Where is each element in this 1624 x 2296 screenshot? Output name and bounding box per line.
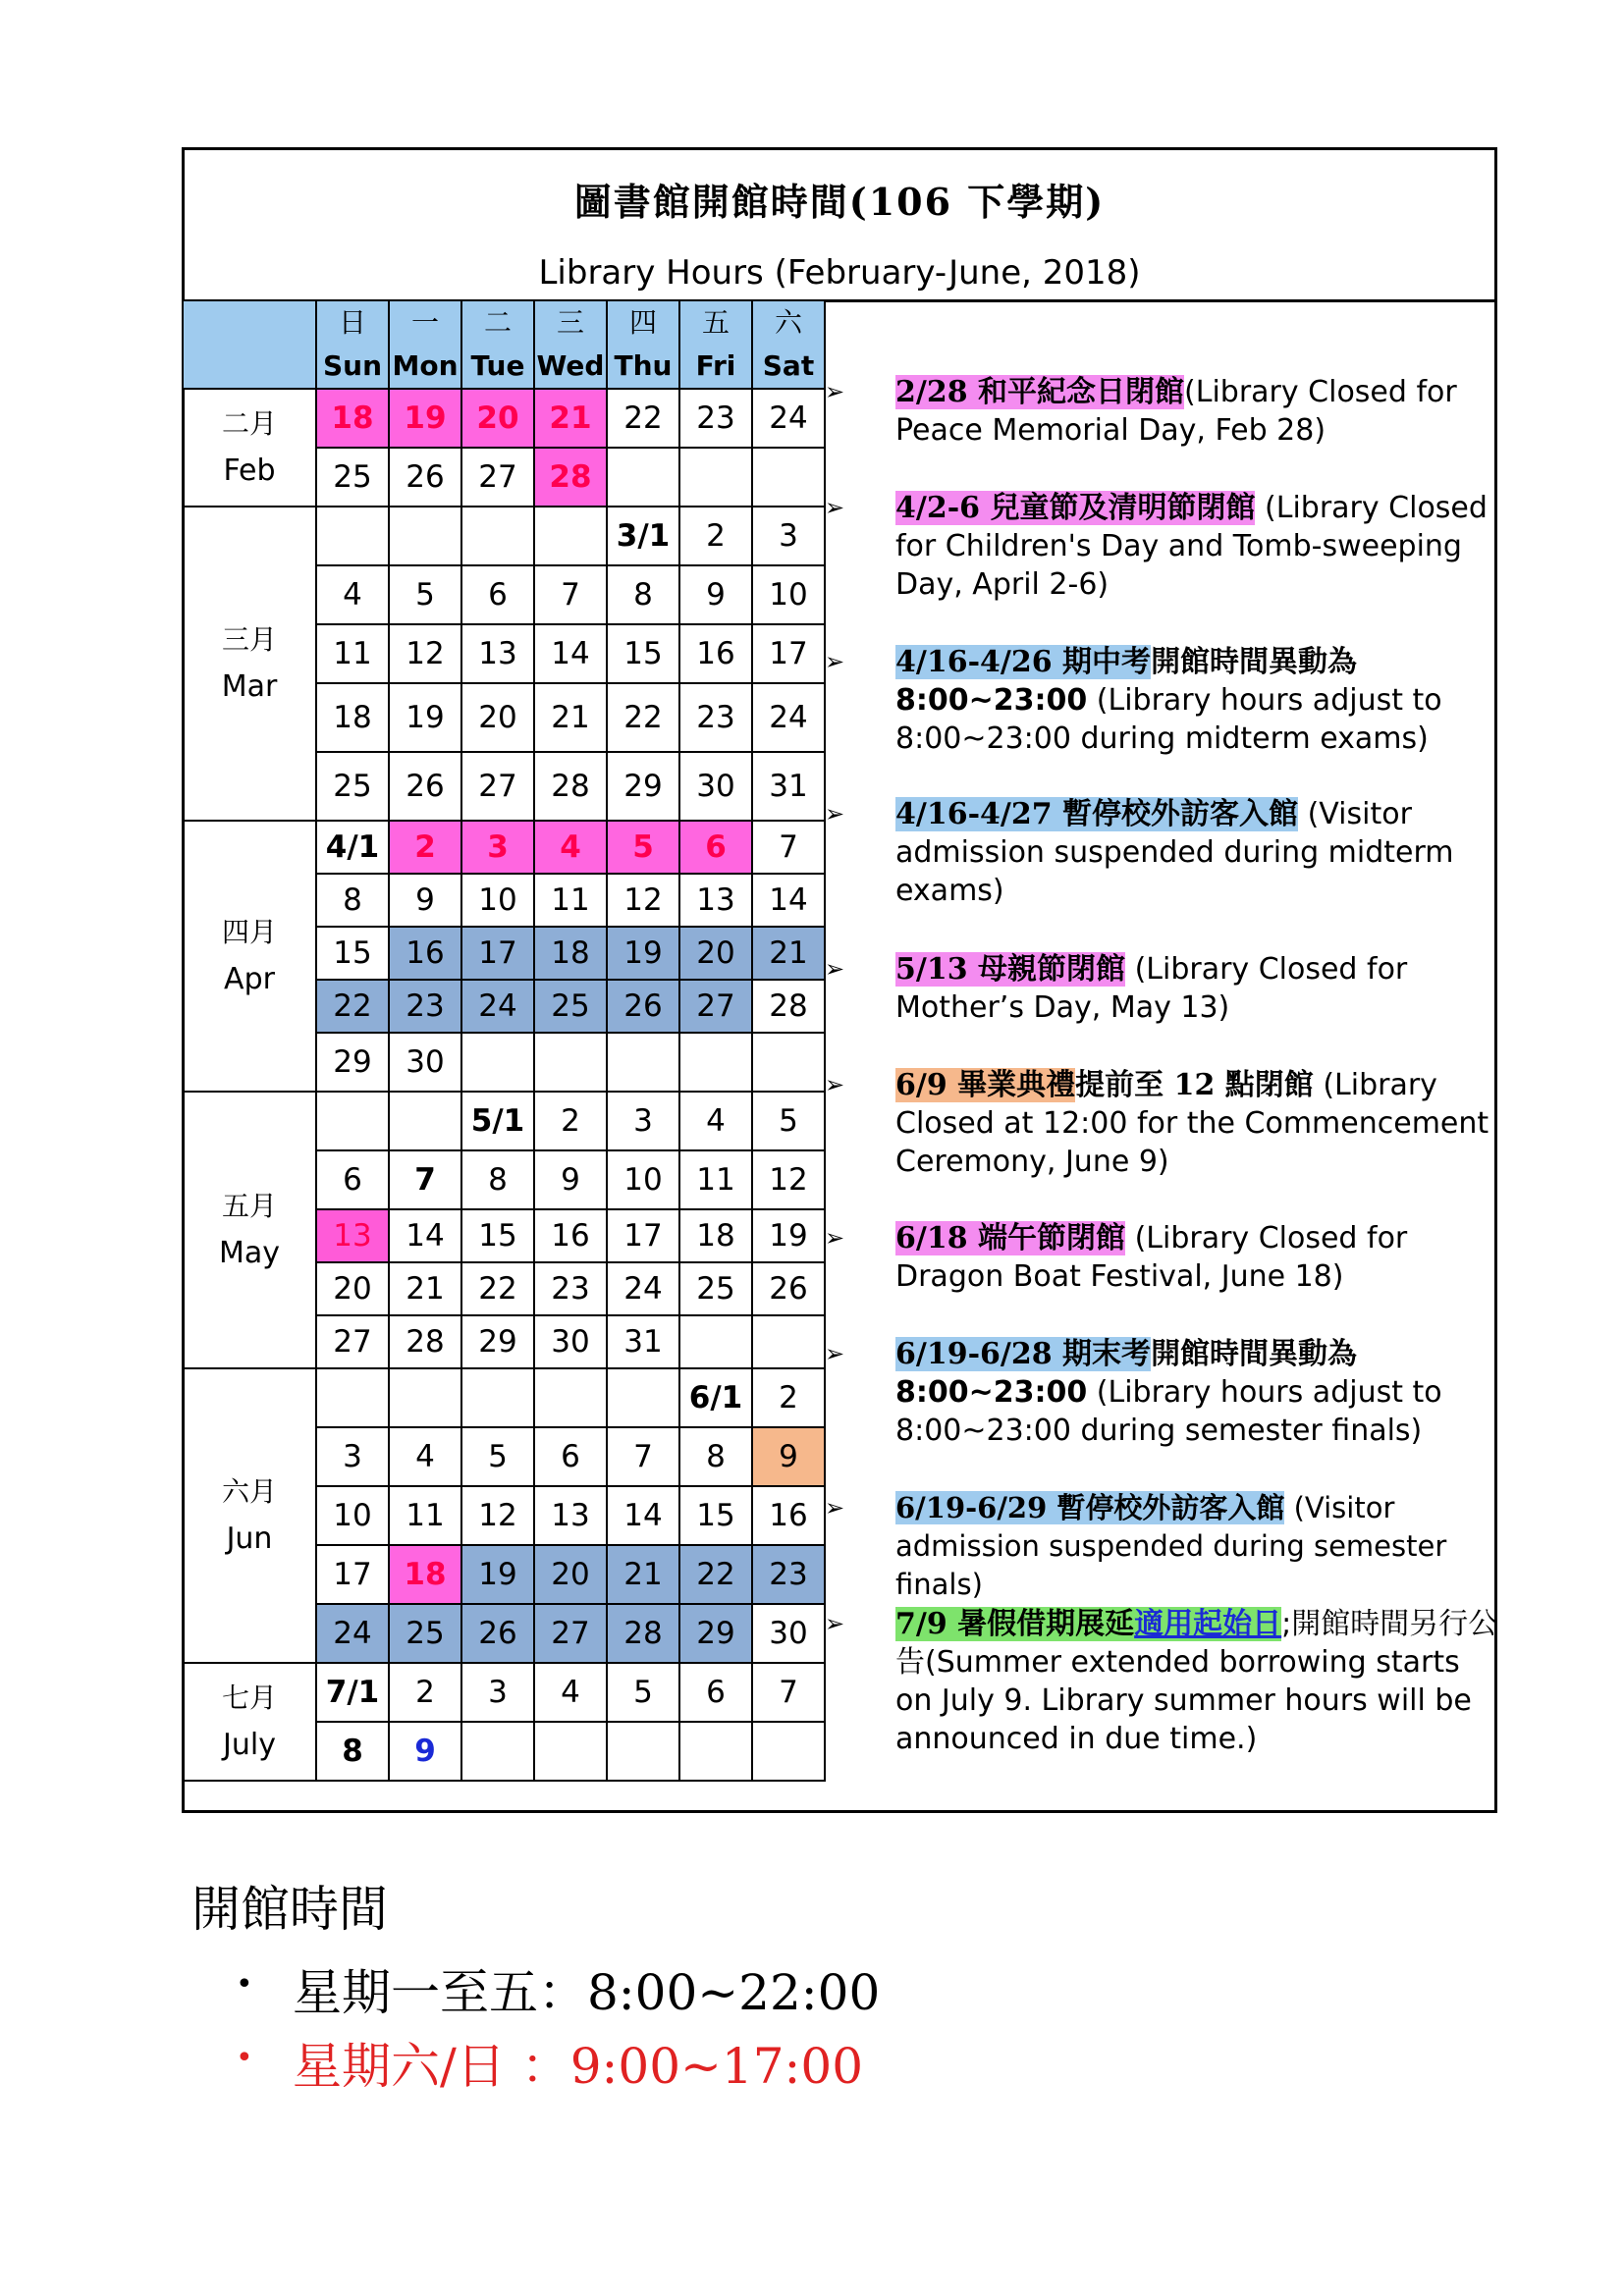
day-cell: 5 — [607, 821, 679, 874]
day-cell — [461, 1722, 534, 1781]
note-highlight-secondary: 開館時間異動為 — [1151, 645, 1358, 679]
day-cell: 11 — [534, 874, 607, 927]
day-cell: 14 — [534, 624, 607, 683]
day-cell: 4 — [679, 1092, 752, 1150]
day-cell: 22 — [316, 980, 389, 1033]
day-cell: 20 — [316, 1262, 389, 1315]
day-cell: 10 — [752, 565, 825, 624]
weekday-sun: 日 Sun — [316, 300, 389, 389]
day-cell: 21 — [534, 389, 607, 448]
day-cell: 11 — [679, 1150, 752, 1209]
weekday-tue: 二 Tue — [461, 300, 534, 389]
note-highlight: 2/28 和平紀念日閉館 — [895, 375, 1185, 409]
note-highlight: 6/18 端午節閉館 — [895, 1221, 1126, 1255]
day-cell: 21 — [752, 927, 825, 980]
day-cell: 27 — [316, 1315, 389, 1368]
day-cell: 26 — [607, 980, 679, 1033]
day-cell: 7 — [389, 1150, 461, 1209]
note-highlight-secondary: 開館時間異動為 — [1151, 1337, 1358, 1371]
day-cell — [534, 1722, 607, 1781]
day-cell: 18 — [389, 1545, 461, 1604]
day-cell — [607, 1722, 679, 1781]
day-cell: 12 — [389, 624, 461, 683]
day-cell — [679, 1315, 752, 1368]
day-cell: 26 — [461, 1604, 534, 1663]
month-label-jul: 七月 July — [183, 1663, 316, 1781]
day-cell: 11 — [316, 624, 389, 683]
day-cell: 24 — [752, 389, 825, 448]
day-cell: 18 — [316, 683, 389, 752]
hours-weekday-text: 星期一至五：8:00~22:00 — [293, 1964, 881, 2021]
day-cell: 23 — [679, 683, 752, 752]
day-cell: 17 — [752, 624, 825, 683]
day-cell: 8 — [461, 1150, 534, 1209]
day-cell — [461, 1368, 534, 1427]
day-cell: 2 — [389, 1663, 461, 1722]
week-row — [183, 507, 825, 565]
day-cell — [752, 1033, 825, 1092]
day-cell: 27 — [534, 1604, 607, 1663]
day-cell: 25 — [679, 1262, 752, 1315]
day-cell: 12 — [607, 874, 679, 927]
note-highlight: 6/19-6/28 期末考 — [895, 1337, 1152, 1371]
day-cell: 9 — [752, 1427, 825, 1486]
arrow-bullet-icon: ➢ — [825, 955, 845, 983]
day-cell: 6 — [679, 1663, 752, 1722]
day-cell: 20 — [679, 927, 752, 980]
day-cell: 20 — [534, 1545, 607, 1604]
day-cell: 23 — [752, 1545, 825, 1604]
note-text: (Library hours adjust to 8:00~23:00 during semester finals) — [895, 1375, 1442, 1448]
day-cell: 21 — [607, 1545, 679, 1604]
day-cell: 8 — [679, 1427, 752, 1486]
day-cell — [752, 1315, 825, 1368]
day-cell: 4 — [534, 821, 607, 874]
note-highlight: 5/13 母親節閉館 — [895, 952, 1126, 987]
day-cell: 13 — [461, 624, 534, 683]
note-hours: 8:00~23:00 — [895, 1375, 1088, 1410]
day-cell — [389, 1368, 461, 1427]
day-cell: 29 — [607, 752, 679, 821]
day-cell: 5/1 — [461, 1092, 534, 1150]
day-cell: 19 — [389, 683, 461, 752]
day-cell: 26 — [389, 752, 461, 821]
note-highlight: 4/2-6 兒童節及清明節閉館 — [895, 491, 1256, 525]
day-cell: 13 — [679, 874, 752, 927]
day-cell: 3 — [752, 507, 825, 565]
note-text: (Library Closed for Dragon Boat Festival, June 18) — [895, 1221, 1408, 1294]
day-cell: 18 — [534, 927, 607, 980]
note-link[interactable]: 適用起始日 — [1134, 1607, 1282, 1641]
note-highlight: 7/9 暑假借期展延適用起始日 — [895, 1607, 1282, 1641]
week-row — [183, 821, 825, 874]
day-cell: 2 — [679, 507, 752, 565]
day-cell: 2 — [389, 821, 461, 874]
day-cell: 16 — [679, 624, 752, 683]
week-row — [183, 1368, 825, 1427]
day-cell: 5 — [607, 1663, 679, 1722]
day-cell: 24 — [316, 1604, 389, 1663]
bullet-icon: • — [236, 1967, 253, 2002]
day-cell: 7 — [752, 1663, 825, 1722]
day-cell: 6/1 — [679, 1368, 752, 1427]
month-label-jun: 六月 Jun — [183, 1368, 316, 1663]
arrow-bullet-icon: ➢ — [825, 378, 845, 405]
day-cell: 15 — [607, 624, 679, 683]
day-cell — [461, 1033, 534, 1092]
weekday-wed: 三 Wed — [534, 300, 607, 389]
day-cell: 10 — [461, 874, 534, 927]
day-cell: 20 — [461, 683, 534, 752]
day-cell: 15 — [461, 1209, 534, 1262]
day-cell: 22 — [679, 1545, 752, 1604]
week-row — [183, 1092, 825, 1150]
day-cell: 24 — [461, 980, 534, 1033]
day-cell: 25 — [389, 1604, 461, 1663]
day-cell: 31 — [752, 752, 825, 821]
day-cell: 28 — [752, 980, 825, 1033]
day-cell: 22 — [461, 1262, 534, 1315]
day-cell: 2 — [534, 1092, 607, 1150]
day-cell: 12 — [752, 1150, 825, 1209]
month-label-apr: 四月 Apr — [183, 821, 316, 1092]
day-cell: 3/1 — [607, 507, 679, 565]
day-cell — [534, 1368, 607, 1427]
day-cell: 24 — [607, 1262, 679, 1315]
note-text: ;開館時間另行公告(Summer extended borrowing starts on July 9. Library summer hours will be announced in due time.) — [895, 1607, 1498, 1756]
day-cell: 26 — [389, 448, 461, 507]
day-cell: 16 — [389, 927, 461, 980]
day-cell: 11 — [389, 1486, 461, 1545]
note-highlight: 6/9 畢業典禮 — [895, 1068, 1076, 1102]
day-cell: 21 — [389, 1262, 461, 1315]
day-cell: 19 — [607, 927, 679, 980]
day-cell — [461, 507, 534, 565]
weekday-thu: 四 Thu — [607, 300, 679, 389]
hours-title: 開館時間 — [191, 1881, 388, 1938]
day-cell: 19 — [461, 1545, 534, 1604]
day-cell: 28 — [534, 752, 607, 821]
day-cell: 25 — [316, 448, 389, 507]
arrow-bullet-icon: ➢ — [825, 1224, 845, 1252]
day-cell: 13 — [316, 1209, 389, 1262]
day-cell: 3 — [316, 1427, 389, 1486]
day-cell — [607, 1033, 679, 1092]
day-cell: 3 — [461, 1663, 534, 1722]
day-cell: 23 — [389, 980, 461, 1033]
day-cell: 28 — [389, 1315, 461, 1368]
day-cell: 28 — [534, 448, 607, 507]
day-cell: 8 — [316, 1722, 389, 1781]
day-cell: 19 — [752, 1209, 825, 1262]
day-cell: 24 — [752, 683, 825, 752]
day-cell: 3 — [607, 1092, 679, 1150]
day-cell: 30 — [679, 752, 752, 821]
day-cell — [316, 507, 389, 565]
day-cell: 21 — [534, 683, 607, 752]
day-cell: 9 — [679, 565, 752, 624]
day-cell: 30 — [534, 1315, 607, 1368]
day-cell: 5 — [461, 1427, 534, 1486]
arrow-bullet-icon: ➢ — [825, 1071, 845, 1098]
weekday-fri: 五 Fri — [679, 300, 752, 389]
day-cell: 2 — [752, 1368, 825, 1427]
arrow-bullet-icon: ➢ — [825, 800, 845, 828]
day-cell — [752, 1722, 825, 1781]
day-cell: 18 — [679, 1209, 752, 1262]
day-cell — [607, 448, 679, 507]
day-cell: 27 — [461, 448, 534, 507]
day-cell: 18 — [316, 389, 389, 448]
day-cell: 4 — [389, 1427, 461, 1486]
day-cell: 26 — [752, 1262, 825, 1315]
arrow-bullet-icon: ➢ — [825, 1610, 845, 1637]
day-cell: 23 — [534, 1262, 607, 1315]
day-cell — [679, 1722, 752, 1781]
note-highlight-secondary: 提前至 12 點閉館 — [1075, 1068, 1314, 1102]
note-text: (Library Closed for Children's Day and Tomb-sweeping Day, April 2-6) — [895, 491, 1488, 602]
day-cell: 16 — [752, 1486, 825, 1545]
day-cell: 22 — [607, 683, 679, 752]
day-cell: 23 — [679, 389, 752, 448]
month-label-feb: 二月 Feb — [183, 389, 316, 507]
day-cell: 25 — [534, 980, 607, 1033]
day-cell — [752, 448, 825, 507]
day-cell: 28 — [607, 1604, 679, 1663]
note-text: (Visitor admission suspended during midterm exams) — [895, 797, 1454, 908]
day-cell — [389, 1092, 461, 1150]
day-cell: 14 — [752, 874, 825, 927]
day-cell: 12 — [461, 1486, 534, 1545]
hours-weekend-text: 星期六/日 ：9:00~17:00 — [293, 2038, 864, 2095]
day-cell — [679, 448, 752, 507]
title-english: Library Hours (February-June, 2018) — [538, 253, 1141, 293]
day-cell: 17 — [316, 1545, 389, 1604]
day-cell: 6 — [316, 1150, 389, 1209]
day-cell: 4/1 — [316, 821, 389, 874]
arrow-bullet-icon: ➢ — [825, 494, 845, 521]
week-row — [183, 389, 825, 448]
day-cell: 9 — [389, 1722, 461, 1781]
note-hours: 8:00~23:00 — [895, 683, 1088, 718]
day-cell: 5 — [389, 565, 461, 624]
day-cell — [607, 1368, 679, 1427]
weekday-header-row — [183, 300, 825, 389]
day-cell: 29 — [679, 1604, 752, 1663]
day-cell: 7 — [534, 565, 607, 624]
day-cell: 14 — [607, 1486, 679, 1545]
day-cell: 30 — [389, 1033, 461, 1092]
day-cell — [534, 507, 607, 565]
arrow-bullet-icon: ➢ — [825, 648, 845, 675]
day-cell: 7 — [607, 1427, 679, 1486]
note-text: (Library Closed for Mother’s Day, May 13) — [895, 952, 1408, 1025]
day-cell — [679, 1033, 752, 1092]
week-row — [183, 1663, 825, 1722]
arrow-bullet-icon: ➢ — [825, 1340, 845, 1367]
day-cell: 9 — [534, 1150, 607, 1209]
arrow-bullet-icon: ➢ — [825, 1494, 845, 1522]
day-cell: 17 — [461, 927, 534, 980]
day-cell — [389, 507, 461, 565]
note-highlight: 4/16-4/27 暫停校外訪客入館 — [895, 797, 1299, 831]
header-corner — [183, 300, 316, 389]
bullet-icon: • — [236, 2041, 253, 2075]
day-cell: 25 — [316, 752, 389, 821]
note-text: (Library Closed at 12:00 for the Commencement Ceremony, June 9) — [895, 1068, 1489, 1179]
weekday-sat: 六 Sat — [752, 300, 825, 389]
day-cell — [316, 1092, 389, 1150]
day-cell: 14 — [389, 1209, 461, 1262]
month-label-may: 五月 May — [183, 1092, 316, 1368]
note-text: (Library Closed for Peace Memorial Day, Feb 28) — [895, 375, 1457, 448]
day-cell: 6 — [679, 821, 752, 874]
note-highlight: 6/19-6/29 暫停校外訪客入館 — [895, 1491, 1285, 1524]
day-cell: 16 — [534, 1209, 607, 1262]
day-cell: 7/1 — [316, 1663, 389, 1722]
day-cell: 6 — [461, 565, 534, 624]
month-label-mar: 三月 Mar — [183, 507, 316, 821]
day-cell: 27 — [679, 980, 752, 1033]
day-cell — [534, 1033, 607, 1092]
day-cell: 10 — [316, 1486, 389, 1545]
day-cell: 17 — [607, 1209, 679, 1262]
day-cell: 9 — [389, 874, 461, 927]
day-cell: 29 — [461, 1315, 534, 1368]
day-cell: 15 — [316, 927, 389, 980]
day-cell: 4 — [316, 565, 389, 624]
day-cell: 20 — [461, 389, 534, 448]
day-cell: 6 — [534, 1427, 607, 1486]
day-cell: 4 — [534, 1663, 607, 1722]
weekday-mon: 一 Mon — [389, 300, 461, 389]
day-cell: 19 — [389, 389, 461, 448]
day-cell: 7 — [752, 821, 825, 874]
day-cell — [316, 1368, 389, 1427]
day-cell: 13 — [534, 1486, 607, 1545]
day-cell: 27 — [461, 752, 534, 821]
note-highlight: 4/16-4/26 期中考 — [895, 645, 1152, 679]
note-text: (Library hours adjust to 8:00~23:00 during midterm exams) — [895, 683, 1442, 756]
calendar-table — [182, 299, 826, 1782]
day-cell: 10 — [607, 1150, 679, 1209]
note-text: (Visitor admission suspended during semester finals) — [895, 1491, 1447, 1601]
day-cell: 8 — [607, 565, 679, 624]
day-cell: 8 — [316, 874, 389, 927]
day-cell: 3 — [461, 821, 534, 874]
day-cell: 22 — [607, 389, 679, 448]
title-chinese: 圖書館開館時間(106 下學期) — [573, 180, 1106, 224]
day-cell: 29 — [316, 1033, 389, 1092]
day-cell: 30 — [752, 1604, 825, 1663]
day-cell: 31 — [607, 1315, 679, 1368]
day-cell: 15 — [679, 1486, 752, 1545]
day-cell: 5 — [752, 1092, 825, 1150]
